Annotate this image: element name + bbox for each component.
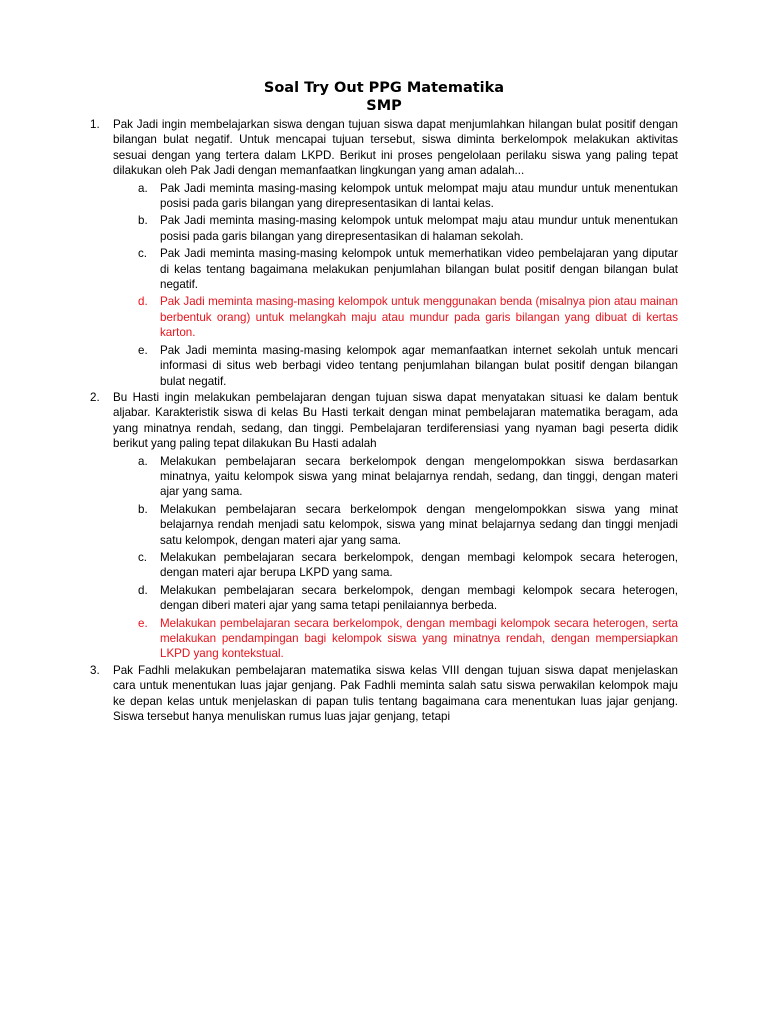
question-list bbox=[90, 117, 678, 724]
option-text: Melakukan pembelajaran secara berkelompok dengan mengelompokkan siswa berdasarkan minatnya, yaitu kelompok siswa yang minat belajarnya rendah, sedang, dan tinggi, dengan materi ajar yang sama. bbox=[160, 454, 678, 499]
option-1b bbox=[113, 213, 678, 244]
option-letter: e. bbox=[138, 343, 148, 357]
document-title bbox=[0, 79, 768, 115]
title-line-1: Soal Try Out PPG Matematika bbox=[263, 80, 505, 96]
option-2c bbox=[113, 550, 678, 581]
option-text: Melakukan pembelajaran secara berkelompok dengan mengelompokkan siswa yang minat belajarnya rendah menjadi satu kelompok, siswa yang minat belajarnya sedang dan tinggi menjadi satu kelompok, dengan materi ajar yang sama. bbox=[160, 502, 678, 547]
option-letter: b. bbox=[138, 214, 148, 228]
option-text: Pak Jadi meminta masing-masing kelompok untuk melompat maju atau mundur untuk menentukan posisi pada garis bilangan yang direpresentasikan di halaman sekolah. bbox=[160, 214, 678, 243]
question-text: Bu Hasti ingin melakukan pembelajaran dengan tujuan siswa dapat menyatakan situasi ke dalam bentuk aljabar. Karakteristik siswa di kelas Bu Hasti terkait dengan minat pembelajaran matematika beragam, ada yang minatnya rendah, sedang, dan tinggi. Pembelajaran terdiferensiasi yang nyaman bagi peserta didik berikut yang paling tepat dilakukan Bu Hasti adalah bbox=[113, 390, 678, 451]
question-text: Pak Fadhli melakukan pembelajaran matematika siswa kelas VIII dengan tujuan siswa dapat menjelaskan cara untuk menentukan luas jajar genjang. Pak Fadhli meminta salah satu siswa perwakilan kelompok maju ke depan kelas untuk menjelaskan di papan tulis tentang bagaimana cara menentukan luas jajar genjang. Siswa tersebut hanya menuliskan rumus luas jajar genjang, tetapi bbox=[113, 663, 678, 724]
title-line-2: SMP bbox=[366, 98, 402, 114]
option-letter: a. bbox=[138, 181, 148, 195]
question-2 bbox=[90, 390, 678, 662]
question-1 bbox=[90, 117, 678, 389]
option-letter: c. bbox=[138, 550, 148, 564]
option-text: Melakukan pembelajaran secara berkelompok, dengan membagi kelompok secara heterogen, dengan materi ajar berupa LKPD yang sama. bbox=[160, 550, 678, 580]
option-letter: e. bbox=[138, 616, 148, 630]
option-letter: b. bbox=[138, 502, 148, 516]
option-2d bbox=[113, 583, 678, 614]
option-letter: c. bbox=[138, 247, 148, 261]
question-number: 2. bbox=[90, 390, 100, 404]
question-text: Pak Jadi ingin membelajarkan siswa dengan tujuan siswa dapat menjumlahkan hilangan bulat positif dengan bilangan bulat negatif. Untuk mencapai tujuan tersebut, siswa diminta berkelompok melakukan aktivitas sesuai dengan yang tertera dalam LKPD. Berikut ini proses pengelolaan perilaku siswa yang paling tepat dilakukan oleh Pak Jadi dengan memanfaatkan lingkungan yang aman adalah... bbox=[113, 118, 678, 178]
option-text: Pak Jadi meminta masing-masing kelompok untuk melompat maju atau mundur untuk menentukan posisi pada garis bilangan yang direpresentasikan di lantai kelas. bbox=[160, 181, 678, 211]
option-2a bbox=[113, 454, 678, 500]
option-letter: d. bbox=[138, 583, 148, 597]
option-1c bbox=[113, 246, 678, 292]
option-letter: a. bbox=[138, 454, 148, 468]
option-2b bbox=[113, 502, 678, 548]
option-1d-correct bbox=[113, 294, 678, 340]
option-text: Pak Jadi meminta masing-masing kelompok untuk memerhatikan video pembelajaran yang diputar di kelas tentang bagaimana melakukan penjumlahan bilangan bulat positif dengan bilangan bulat negatif. bbox=[160, 247, 678, 292]
question-number: 3. bbox=[90, 663, 100, 677]
question-3 bbox=[90, 663, 678, 725]
option-text: Melakukan pembelajaran secara berkelompok, dengan membagi kelompok secara heterogen, dengan diberi materi ajar yang sama tetapi penilaiannya berbeda. bbox=[160, 583, 678, 613]
option-text: Pak Jadi meminta masing-masing kelompok untuk menggunakan benda (misalnya pion atau mainan berbentuk orang) untuk melangkah maju atau mundur pada garis bilangan yang dibuat di kertas karton. bbox=[160, 295, 678, 340]
option-letter: d. bbox=[138, 295, 148, 309]
option-text: Pak Jadi meminta masing-masing kelompok agar memanfaatkan internet sekolah untuk mencari informasi di situs web berbagi video tentang penjumlahan bilangan bulat positif dengan bilangan bulat negatif. bbox=[160, 343, 678, 388]
question-number: 1. bbox=[90, 118, 100, 131]
option-1e bbox=[113, 343, 678, 389]
option-1a bbox=[113, 181, 678, 212]
option-2e-correct bbox=[113, 616, 678, 662]
option-text: Melakukan pembelajaran secara berkelompok, dengan membagi kelompok secara heterogen, serta melakukan pendampingan bagi kelompok siswa yang minatnya rendah, dengan mempersiapkan LKPD yang kontekstual. bbox=[160, 616, 678, 661]
